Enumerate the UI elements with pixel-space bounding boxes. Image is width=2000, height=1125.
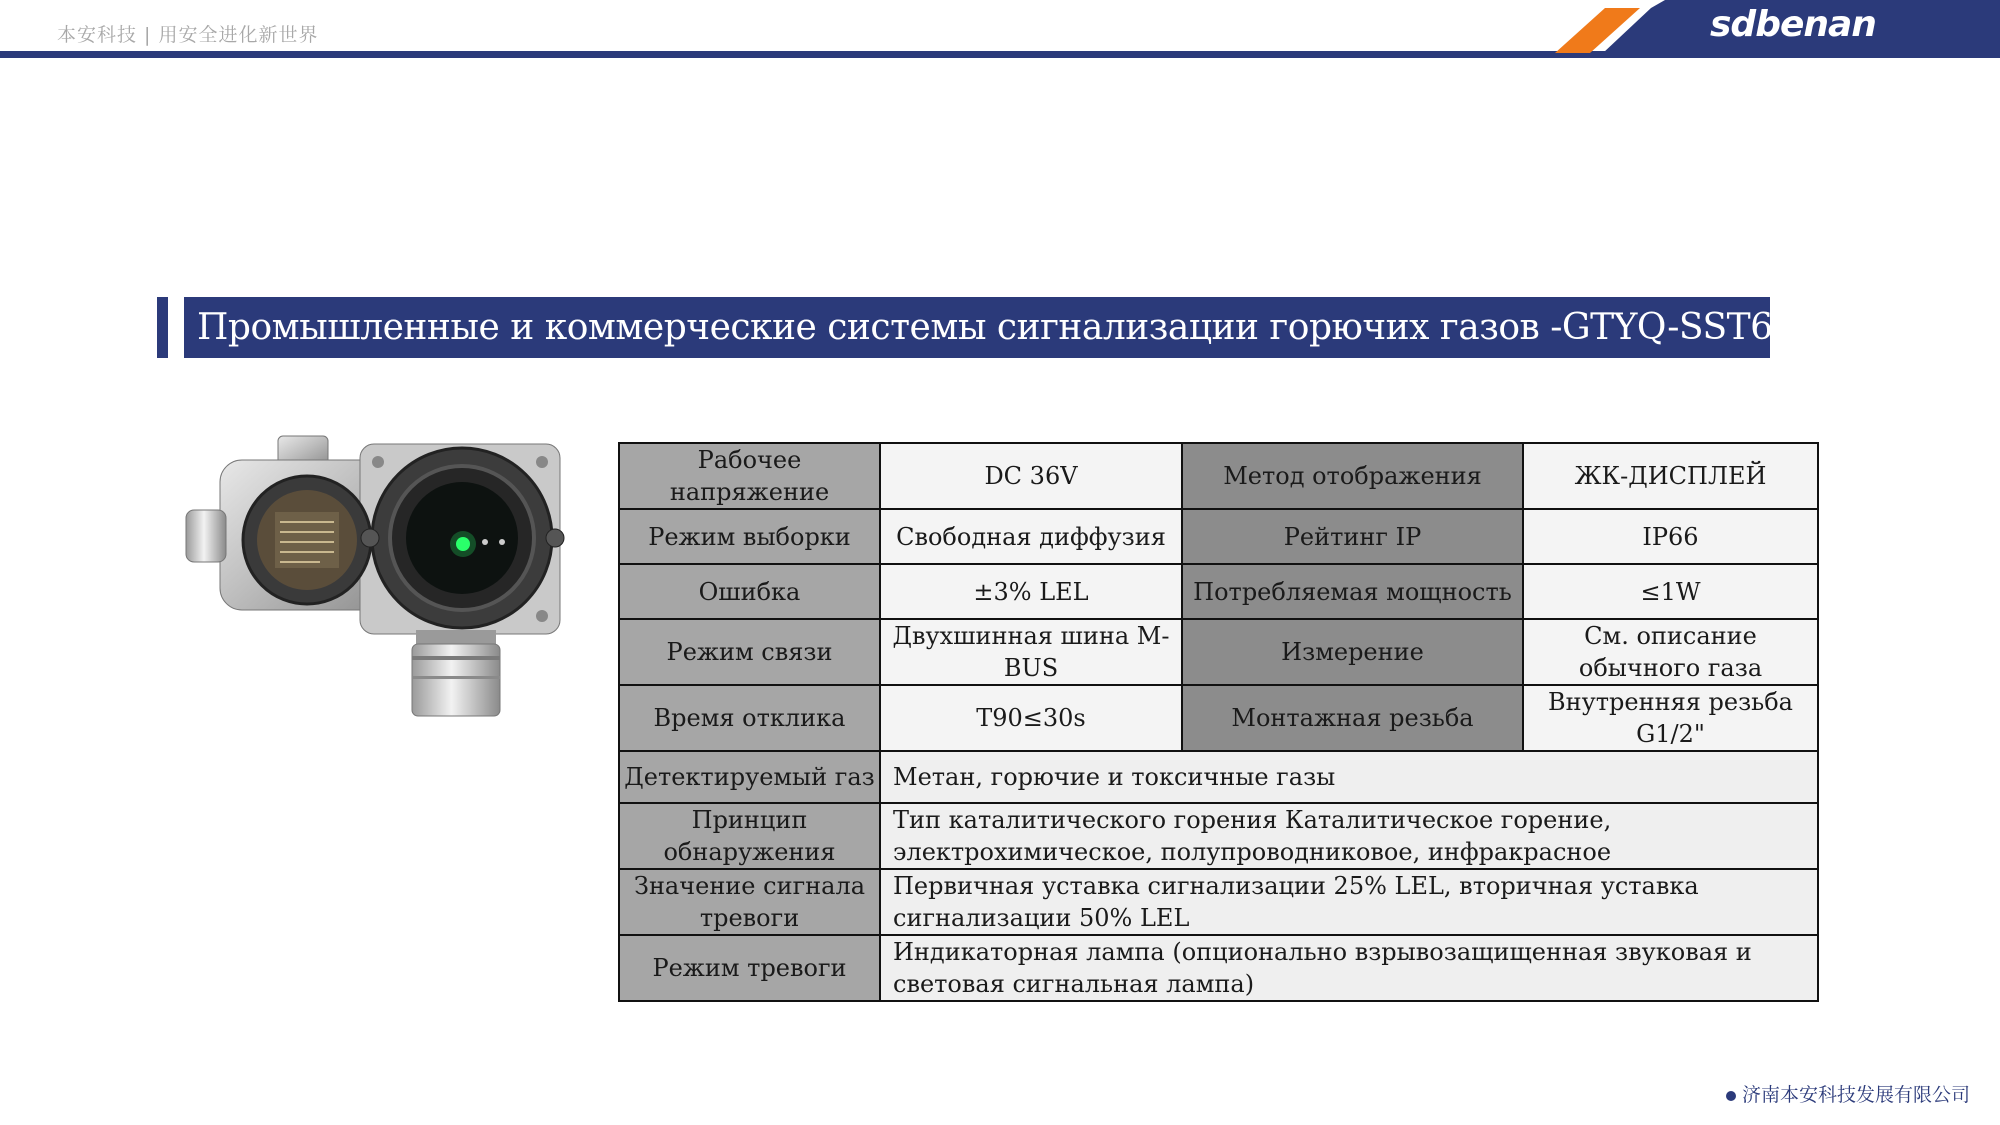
table-label-cell: Принцип обнаружения	[619, 803, 880, 869]
footer-company	[1726, 1080, 1970, 1107]
table-label-cell: Детектируемый газ	[619, 751, 880, 803]
table-value-cell: Двухшинная шина M-BUS	[880, 619, 1182, 685]
table-label-cell: Режим тревоги	[619, 935, 880, 1001]
table-value-cell: См. описание обычного газа	[1523, 619, 1818, 685]
table-value-cell: DC 36V	[880, 443, 1182, 509]
table-label-cell: Режим выборки	[619, 509, 880, 564]
table-row	[619, 564, 1818, 619]
title-bar	[184, 297, 1934, 358]
table-label-cell: Потребляемая мощность	[1182, 564, 1523, 619]
table-value-cell: Метан, горючие и токсичные газы	[880, 751, 1818, 803]
page-title: Промышленные и коммерческие системы сигнализации горючих газов -GTYQ-SST607LED-E	[197, 307, 1934, 348]
table-value-cell: Первичная уставка сигнализации 25% LEL, вторичная уставка сигнализации 50% LEL	[880, 869, 1818, 935]
table-value-cell: T90≤30s	[880, 685, 1182, 751]
table-row	[619, 751, 1818, 803]
table-row	[619, 869, 1818, 935]
table-row	[619, 685, 1818, 751]
table-value-cell: Свободная диффузия	[880, 509, 1182, 564]
spec-table	[618, 442, 1819, 1002]
table-label-cell: Метод отображения	[1182, 443, 1523, 509]
table-value-cell: ≤1W	[1523, 564, 1818, 619]
title-accent-bar	[157, 297, 168, 358]
table-label-cell: Ошибка	[619, 564, 880, 619]
table-row	[619, 509, 1818, 564]
table-label-cell: Измерение	[1182, 619, 1523, 685]
table-value-cell: IP66	[1523, 509, 1818, 564]
company-name: 济南本安科技发展有限公司	[1741, 1084, 1970, 1106]
table-label-cell: Значение сигнала тревоги	[619, 869, 880, 935]
table-value-cell: Внутренняя резьба G1/2"	[1523, 685, 1818, 751]
table-label-cell: Монтажная резьба	[1182, 685, 1523, 751]
table-row	[619, 443, 1818, 509]
table-value-cell: ЖК-ДИСПЛЕЙ	[1523, 443, 1818, 509]
header-tagline: 本安科技 | 用安全进化新世界	[57, 24, 319, 46]
table-row	[619, 619, 1818, 685]
table-value-cell: Индикаторная лампа (опционально взрывозащищенная звуковая и световая сигнальная лампа)	[880, 935, 1818, 1001]
table-row	[619, 935, 1818, 1001]
table-value-cell: ±3% LEL	[880, 564, 1182, 619]
table-label-cell: Режим связи	[619, 619, 880, 685]
gas-detector-photo	[180, 430, 580, 725]
table-row	[619, 803, 1818, 869]
bullet-dot-icon	[1726, 1091, 1736, 1101]
table-label-cell: Рабочее напряжение	[619, 443, 880, 509]
table-label-cell: Время отклика	[619, 685, 880, 751]
page-header	[0, 0, 2000, 60]
table-value-cell: Тип каталитического горения Каталитическое горение, электрохимическое, полупроводниковое, инфракрасное	[880, 803, 1818, 869]
table-label-cell: Рейтинг IP	[1182, 509, 1523, 564]
brand-logo: sdbenan	[1710, 4, 1876, 45]
